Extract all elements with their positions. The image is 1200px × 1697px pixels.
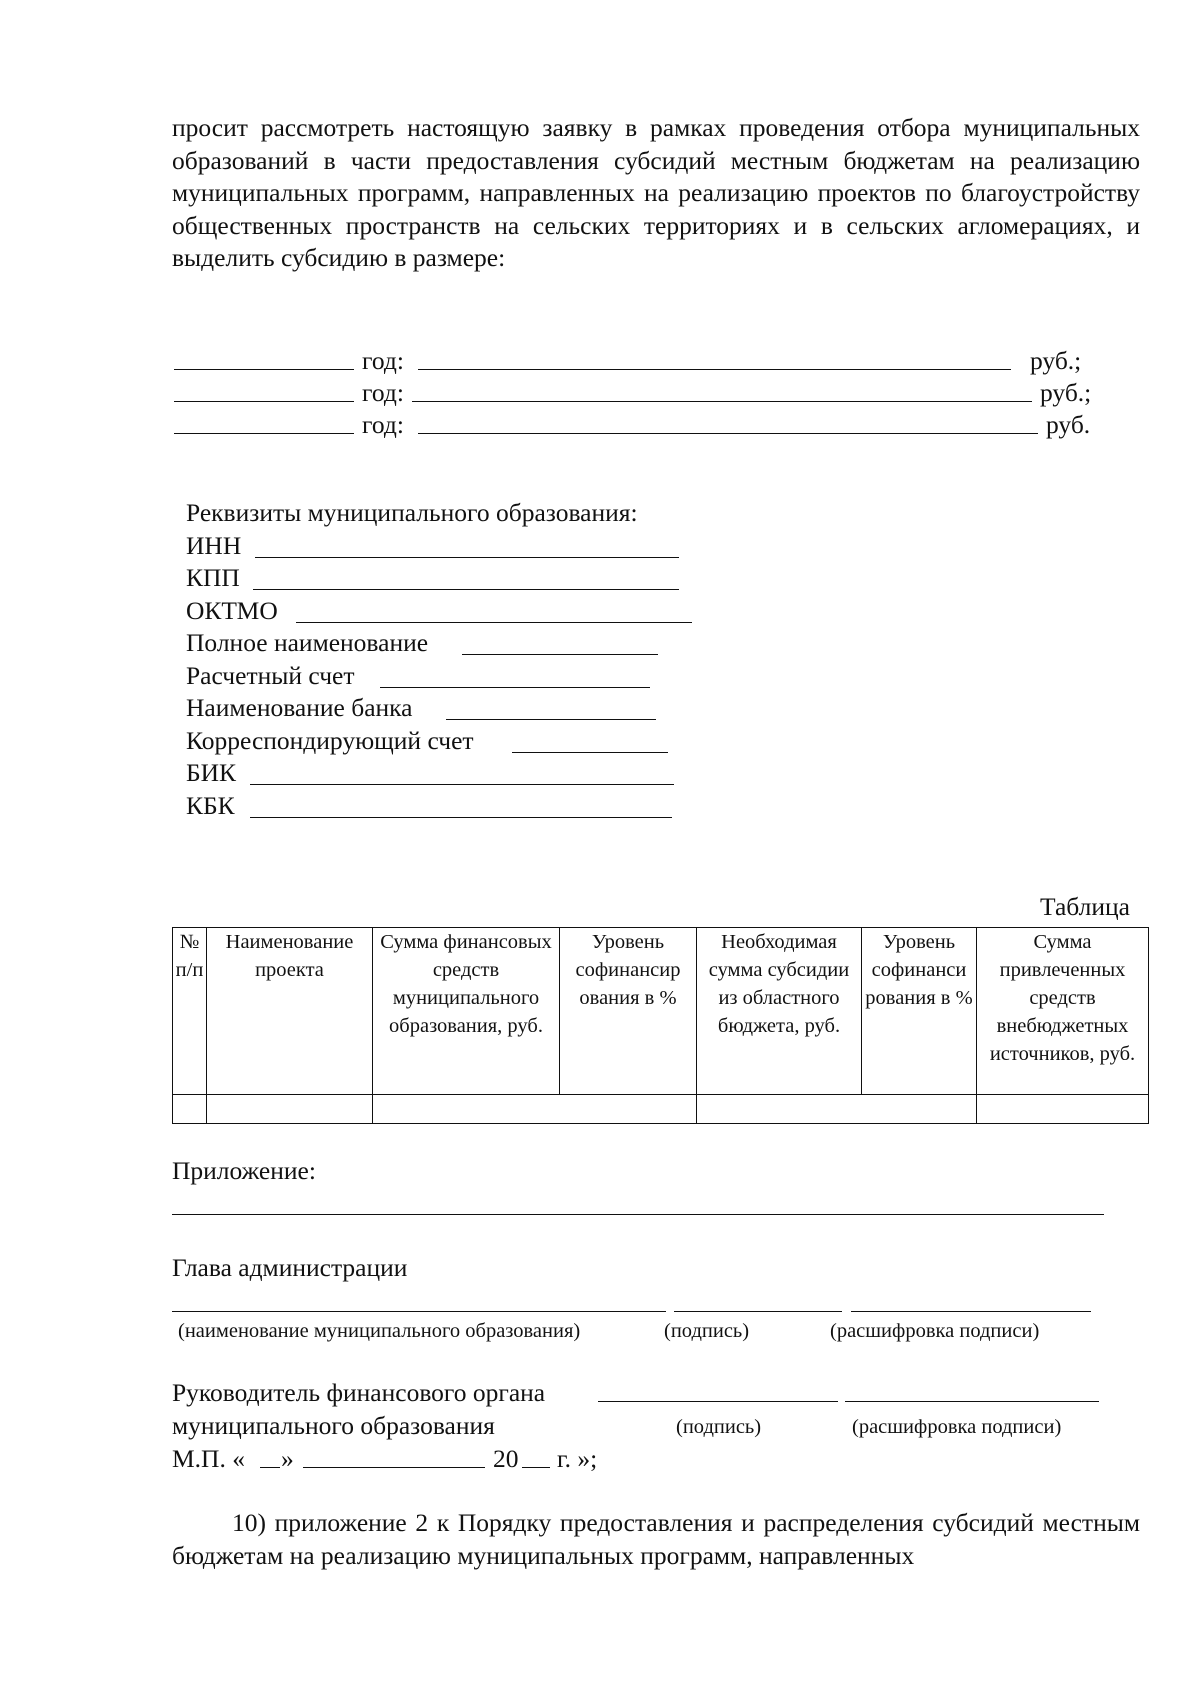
inn-label: ИНН xyxy=(186,531,242,560)
full-name-label: Полное наименование xyxy=(186,628,429,657)
head-admin-signature-field[interactable] xyxy=(674,1311,842,1312)
finance-head-caption-decoding: (расшифровка подписи) xyxy=(852,1416,1062,1438)
table-cell-number[interactable] xyxy=(173,1095,207,1124)
bank-name-field[interactable] xyxy=(446,719,656,720)
account-label: Расчетный счет xyxy=(186,661,355,690)
year-3-label: год: xyxy=(362,410,404,439)
head-admin-caption-decoding: (расшифровка подписи) xyxy=(830,1320,1040,1342)
bank-name-label: Наименование банка xyxy=(186,693,413,722)
table-cell-regional-subsidy[interactable] xyxy=(697,1095,977,1124)
finance-head-line1: Руководитель финансового органа xyxy=(172,1378,546,1407)
kbk-field[interactable] xyxy=(250,817,672,818)
table-caption: Таблица xyxy=(1040,892,1130,921)
col-number-header: № п/п xyxy=(173,928,207,1095)
amount-3-field[interactable] xyxy=(418,433,1038,434)
date-month-field[interactable] xyxy=(303,1467,485,1468)
appendix-label: Приложение: xyxy=(172,1156,316,1185)
date-day-field[interactable] xyxy=(260,1467,280,1468)
amount-2-field[interactable] xyxy=(412,401,1032,402)
head-admin-caption-signature: (подпись) xyxy=(664,1320,750,1342)
appendix-field[interactable] xyxy=(172,1214,1104,1215)
col-municipal-funds-header: Сумма финансовых средств муниципального образования, руб. xyxy=(373,928,560,1095)
finance-head-caption-signature: (подпись) xyxy=(676,1416,762,1438)
amount-3-unit: руб. xyxy=(1046,410,1091,439)
table-row xyxy=(173,1095,1149,1124)
stamp-close-quote: » xyxy=(281,1444,294,1473)
point-10-paragraph: 10) приложение 2 к Порядку предоставления и распределения субсидий местным бюджетам на реализацию муниципальных программ, направленных xyxy=(172,1508,1140,1570)
bik-field[interactable] xyxy=(250,784,674,785)
corr-account-field[interactable] xyxy=(512,752,668,753)
full-name-field[interactable] xyxy=(462,654,658,655)
col-cofinancing-level-2-header: Уровень софинанси рования в % xyxy=(862,928,977,1095)
finance-head-signature-field[interactable] xyxy=(598,1401,838,1402)
table-cell-municipal-funds[interactable] xyxy=(373,1095,697,1124)
stamp-year-prefix: 20 xyxy=(493,1444,519,1473)
stamp-mp-label: М.П. « xyxy=(172,1444,245,1473)
year-3-field[interactable] xyxy=(174,433,354,434)
year-2-field[interactable] xyxy=(174,401,354,402)
col-cofinancing-level-header: Уровень софинансир ования в % xyxy=(560,928,697,1095)
year-1-label: год: xyxy=(362,346,404,375)
amount-1-field[interactable] xyxy=(418,369,1011,370)
corr-account-label: Корреспондирующий счет xyxy=(186,726,474,755)
bik-label: БИК xyxy=(186,758,237,787)
year-1-field[interactable] xyxy=(174,369,354,370)
year-2-label: год: xyxy=(362,378,404,407)
intro-paragraph: просит рассмотреть настоящую заявку в рамках проведения отбора муниципальных образований в части предоставления субсидий местным бюджетам на реализацию муниципальных программ, направленных на реализацию проектов по благоустройству общественных пространств на сельских территориях и в сельских агломерациях, и выделить субсидию в размере: xyxy=(172,113,1140,273)
table-cell-project-name[interactable] xyxy=(207,1095,373,1124)
table-header-row xyxy=(173,928,1149,1095)
finance-head-decoding-field[interactable] xyxy=(845,1401,1099,1402)
head-admin-decoding-field[interactable] xyxy=(851,1311,1091,1312)
kbk-label: КБК xyxy=(186,791,235,820)
table-cell-extrabudget-funds[interactable] xyxy=(977,1095,1149,1124)
amount-1-unit: руб.; xyxy=(1030,346,1082,375)
finance-head-line2: муниципального образования xyxy=(172,1411,495,1440)
head-admin-caption-name: (наименование муниципального образования) xyxy=(178,1320,581,1342)
inn-field[interactable] xyxy=(255,557,679,558)
col-extrabudget-funds-header: Сумма привлеченных средств внебюджетных источников, руб. xyxy=(977,928,1149,1095)
subsidy-table xyxy=(172,927,1149,1124)
stamp-year-suffix: г. »; xyxy=(557,1444,598,1473)
oktmo-field[interactable] xyxy=(296,622,692,623)
date-year-field[interactable] xyxy=(522,1467,550,1468)
oktmo-label: ОКТМО xyxy=(186,596,278,625)
head-admin-title: Глава администрации xyxy=(172,1253,408,1282)
col-project-name-header: Наименование проекта xyxy=(207,928,373,1095)
col-regional-subsidy-header: Необходимая сумма субсидии из областного бюджета, руб. xyxy=(697,928,862,1095)
requisites-title: Реквизиты муниципального образования: xyxy=(186,498,638,527)
kpp-field[interactable] xyxy=(253,589,679,590)
head-admin-name-field[interactable] xyxy=(172,1311,666,1312)
kpp-label: КПП xyxy=(186,563,240,592)
account-field[interactable] xyxy=(380,687,650,688)
amount-2-unit: руб.; xyxy=(1040,378,1092,407)
